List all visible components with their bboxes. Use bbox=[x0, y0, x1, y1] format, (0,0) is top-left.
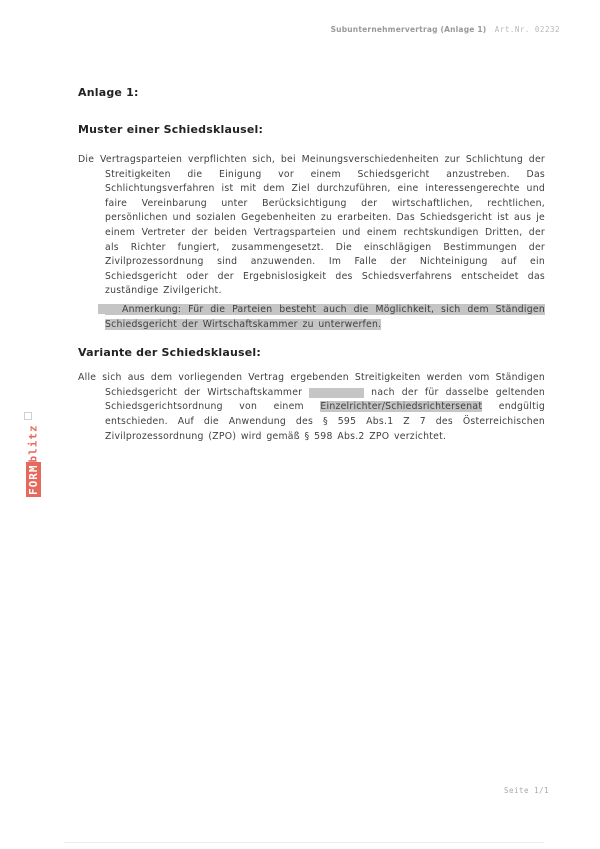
logo-mark-icon bbox=[24, 412, 32, 420]
blank-fill-in-field bbox=[309, 388, 364, 398]
page-number: Seite 1/1 bbox=[504, 786, 550, 795]
running-header bbox=[331, 25, 560, 34]
logo-form-text: FORM bbox=[26, 464, 40, 495]
logo-blitz-text: blitz bbox=[26, 424, 40, 463]
formblitz-logo bbox=[24, 412, 40, 497]
variant-text-part2: nach der für dasselbe geltenden Schiedsgerichtsordnung von einem bbox=[105, 386, 545, 413]
choice-highlight: Einzelrichter/Schiedsrichtersenat bbox=[320, 401, 483, 413]
variant-clause-paragraph bbox=[78, 371, 545, 444]
note-text: Anmerkung: Für die Parteien besteht auch die Möglichkeit, sich dem Ständigen Schiedsgericht der Wirtschaftskammer zu unterwerfen. bbox=[105, 303, 545, 330]
note-paragraph bbox=[105, 303, 545, 332]
note-lead-block bbox=[98, 304, 122, 314]
note-highlight bbox=[105, 304, 545, 330]
variant-text-part1: Alle sich aus dem vorliegenden Vertrag ergebenden Streitigkeiten werden vom Ständigen Schiedsgericht der Wirtschaftskammer bbox=[78, 372, 545, 398]
document-body bbox=[78, 86, 545, 444]
header-article-number: Art.Nr. 02232 bbox=[494, 25, 560, 34]
arbitration-clause-paragraph: Die Vertragsparteien verpflichten sich, bei Meinungsverschiedenheiten zur Schlichtung der Streitigkeiten die Einigung vor einem Schiedsgericht anzustreben. Das Schlichtungsverfahren ist mit dem Ziel durchzuführen, eine interessengerechte und faire Vereinbarung unter Berücksichtigung der wirtschaftlichen, rechtlichen, persönlichen und sozialen Gegebenheiten zu erarbeiten. Das Schiedsgericht ist aus je einem Vertreter der beiden Vertragsparteien und einem rechtskundigen Dritten, der als Richter fungiert, zusammengesetzt. Die einschlägigen Bestimmungen der Zivilprozessordnung sind anzuwenden. Im Falle der Nichteinigung auf ein Schiedsgericht oder der Ergebnislosigkeit des Schiedsverfahrens entscheidet das zuständige Zivilgericht. bbox=[78, 154, 545, 297]
heading-muster-schiedsklausel: Muster einer Schiedsklausel: bbox=[78, 123, 264, 136]
footer-rule bbox=[64, 842, 544, 843]
header-doc-title: Subunternehmervertrag (Anlage 1) bbox=[330, 25, 487, 34]
heading-anlage: Anlage 1: bbox=[78, 86, 139, 99]
variant-text-part3: endgültig entschieden. Auf die Anwendung des § 595 Abs.1 Z 7 des Österreichischen Zivilprozessordnung (ZPO) wird gemäß § 598 Abs.2 ZPO verzichtet. bbox=[105, 401, 545, 442]
heading-variante-schiedsklausel: Variante der Schiedsklausel: bbox=[78, 346, 261, 360]
